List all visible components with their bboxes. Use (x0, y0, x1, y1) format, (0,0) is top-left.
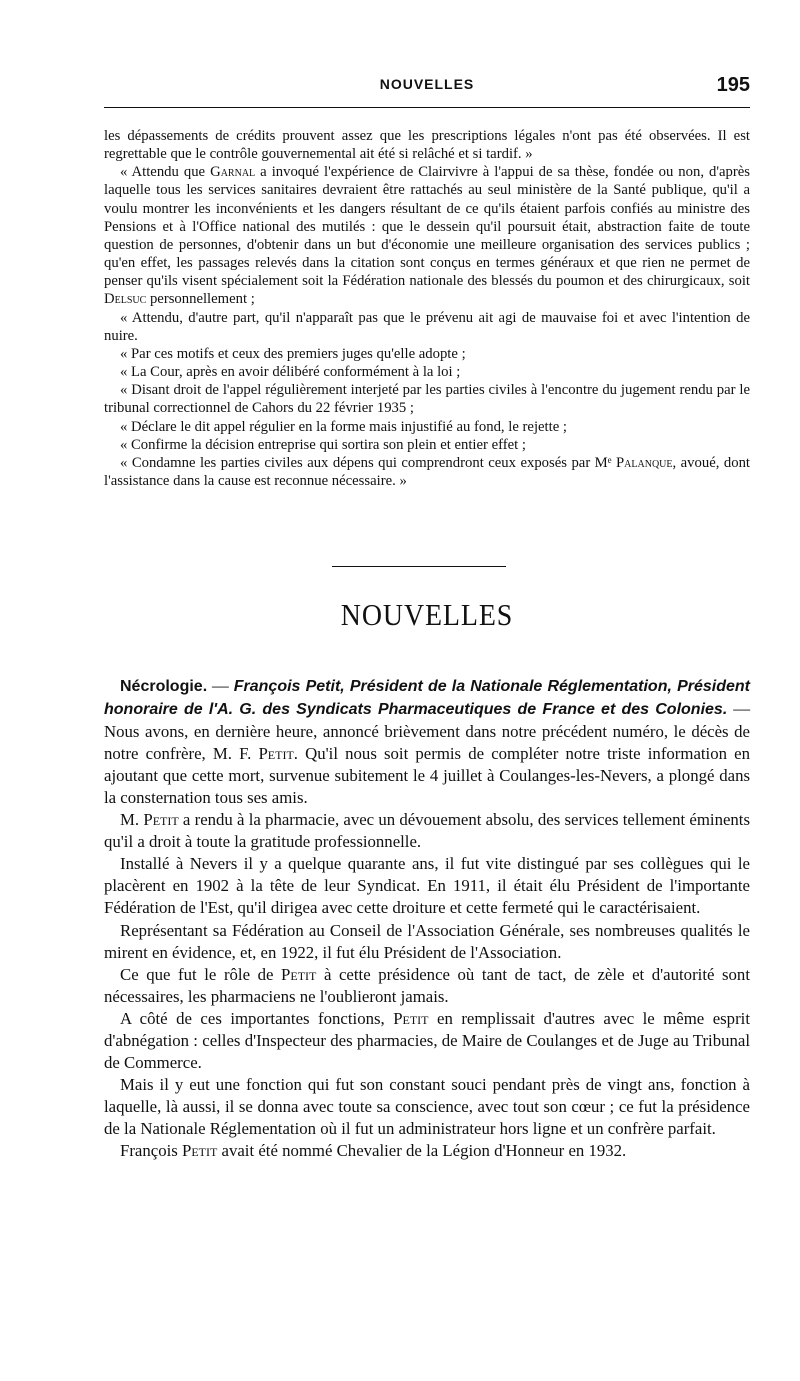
paragraph: les dépassements de crédits prouvent assez que les prescriptions légales n'ont pas été observées. Il est regrettable que le contrôle gouvernemental ait été si relâché et si tardif. » (104, 128, 750, 163)
person-name: Petit (393, 1008, 429, 1028)
person-name: Garnal (210, 164, 256, 181)
necrologie-article (104, 675, 750, 1162)
previous-article-end (104, 127, 750, 490)
person-name: Petit (258, 744, 294, 764)
paragraph (104, 675, 750, 809)
paragraph (104, 1140, 750, 1162)
text-run: François (120, 1140, 182, 1160)
paragraph (104, 1008, 750, 1074)
paragraph: « Disant droit de l'appel régulièrement interjeté par les parties civiles à l'encontre du jugement rendu par le tribunal correctionnel de Cahors du 22 février 1935 ; (104, 382, 750, 417)
paragraph: Représentant sa Fédération au Conseil de l'Association Générale, ses nombreuses qualités le mirent en évidence, et, en 1922, il fut élu Président de l'Association. (104, 920, 750, 962)
article-heading: François Petit, Président de la Nationale Réglementation, Président honoraire de l'A. G. des Syndicats Pharmaceutiques de France et des Colonies. (104, 678, 750, 719)
rubric-label: Nécrologie. (120, 678, 208, 695)
paragraph: Mais il y eut une fonction qui fut son constant souci pendant près de vingt ans, fonction à laquelle, là aussi, il se donna avec toute sa conscience, avec tout son cœur ; ce fut la présidence de la Nationale Réglementation où il fut un administrateur hors ligne et un confrère parfait. (104, 1074, 750, 1138)
person-name: Palanque (616, 454, 673, 471)
text-run: — Nous avons, en dernière heure, annoncé brièvement dans notre précédent numéro, le décès de notre confrère, M. F. (104, 699, 750, 764)
paragraph (104, 454, 750, 490)
text-run: M. (120, 810, 144, 830)
paragraph: « Confirme la décision entreprise qui sortira son plein et entier effet ; (120, 436, 526, 453)
paragraph: « Déclare le dit appel régulier en la forme mais injustifié au fond, le rejette ; (120, 418, 567, 435)
paragraph: « La Cour, après en avoir délibéré conformément à la loi ; (120, 364, 461, 381)
paragraph (104, 163, 750, 308)
text-run: a rendu à la pharmacie, avec un dévouement absolu, des services tellement éminents qu'il a droit à toute la gratitude professionnelle. (104, 810, 751, 852)
text-run: . Qu'il nous soit permis de compléter notre triste information en ajoutant que cette mort, survenue subitement le 4 juillet à Coulanges-les-Nevers, a plongé dans la consternation tous ses amis. (104, 744, 750, 808)
running-title: NOUVELLES (379, 76, 475, 92)
text-run: A côté de ces importantes fonctions, (120, 1008, 394, 1028)
text-run: « Attendu que (120, 164, 211, 181)
text-run: en remplissait d'autres avec le même esprit d'abnégation : celles d'Inspecteur des pharmacies, de Maire de Coulanges et de Juge au Tribunal de Commerce. (104, 1008, 750, 1072)
running-head (104, 74, 750, 100)
text-run: « Condamne les parties civiles aux dépens qui comprendront ceux exposés par Mᵉ (120, 454, 616, 471)
text-run: avait été nommé Chevalier de la Légion d'Honneur en 1932. (217, 1140, 627, 1160)
text-run: à cette présidence où tant de tact, de zèle et d'autorité sont nécessaires, les pharmaciens ne l'oublieront jamais. (104, 964, 750, 1006)
paragraph: « Par ces motifs et ceux des premiers juges qu'elle adopte ; (120, 345, 466, 362)
person-name: Delsuc (104, 291, 147, 308)
header-rule (104, 107, 750, 108)
person-name: Petit (182, 1140, 218, 1160)
person-name: Petit (143, 810, 179, 830)
section-divider (332, 566, 506, 567)
person-name: Petit (281, 964, 317, 984)
text-run: personnellement ; (146, 291, 255, 308)
text-run: , avoué, dont l'assistance dans la cause est reconnue nécessaire. » (104, 454, 750, 489)
text-run: Ce que fut le rôle de (120, 964, 282, 984)
paragraph (104, 964, 750, 1008)
paragraph (104, 809, 750, 853)
text-run: — (207, 676, 234, 695)
paragraph: Installé à Nevers il y a quelque quarante ans, il fut vite distingué par ses collègues qui le placèrent en 1902 à la tête de leur Syndicat. En 1911, il était élu Président de l'importante Fédération de l'Est, qu'il dirigea avec cette droiture et cette fermeté qui le caractérisaient. (104, 854, 750, 918)
text-run: a invoqué l'expérience de Clairvivre à l'appui de sa thèse, fondée ou non, d'après laquelle tous les services sanitaires devraient être rattachés au seul ministère de la Santé publique, qu'il a voulu montrer les inconvénients et les dangers résultant de ce qu'ils étaient parfois confiés au ministre des Pensions et à l'Office national des mutilés : que le dessein qu'il poursuit était, abstraction faite de toute question de personnes, d'obtenir dans un but d'économie une meilleure organisation des services publics ; qu'en effet, les passages relevés dans la citation sont conçus en termes généraux et que rien ne permet de penser qu'ils visent spécialement soit la Fédération nationale des blessés du poumon et des chirurgicaux, soit (104, 164, 750, 290)
section-title: NOUVELLES (340, 597, 514, 632)
paragraph: « Attendu, d'autre part, qu'il n'apparaît pas que le prévenu ait agi de mauvaise foi et avec l'intention de nuire. (104, 309, 750, 344)
page-number: 195 (716, 74, 750, 96)
